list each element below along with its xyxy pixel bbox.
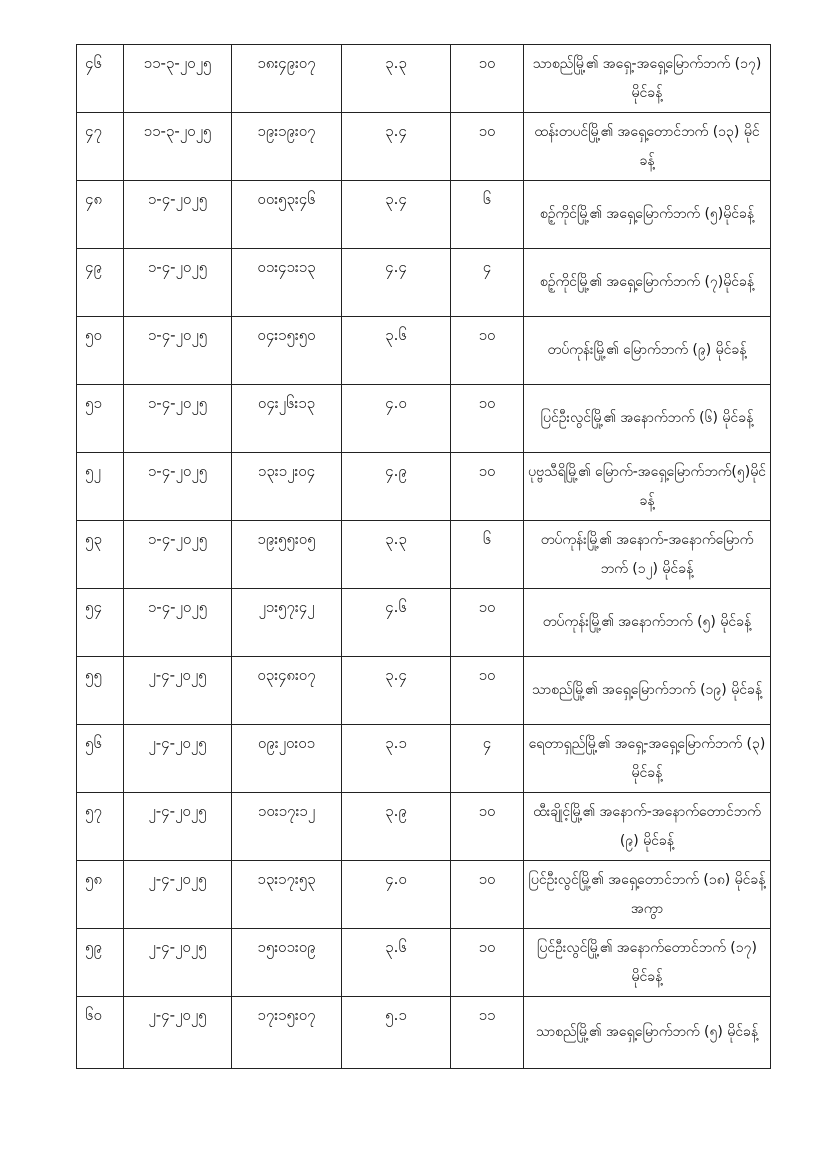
- row-number-cell: ၅၀: [77, 317, 124, 385]
- time-cell: ၁၉း၅၅း၀၅: [232, 521, 342, 589]
- date-cell: ၁၁-၃-၂၀၂၅: [124, 45, 232, 113]
- row-number-cell: ၅၂: [77, 453, 124, 521]
- date-cell: ၂-၄-၂၀၂၅: [124, 997, 232, 1069]
- time-cell: ၁၃း၁၇း၅၃: [232, 861, 342, 929]
- magnitude-cell: ၃.၄: [342, 657, 451, 725]
- magnitude-cell: ၃.၆: [342, 929, 451, 997]
- table-row: [77, 997, 771, 1069]
- depth-cell: ၆: [451, 521, 524, 589]
- time-cell: ၁၅း၀၁း၀၉: [232, 929, 342, 997]
- magnitude-cell: ၄.၆: [342, 589, 451, 657]
- table-row: [77, 113, 771, 181]
- magnitude-cell: ၃.၃: [342, 45, 451, 113]
- date-cell: ၂-၄-၂၀၂၅: [124, 793, 232, 861]
- location-cell: သာစည်မြို့၏ အရှေ့-အရှေ့မြောက်ဘက် (၁၇) မိုင်ခန့်: [524, 45, 771, 113]
- depth-cell: ၄: [451, 725, 524, 793]
- depth-cell: ၁၀: [451, 793, 524, 861]
- table-row: [77, 453, 771, 521]
- magnitude-cell: ၅.၁: [342, 997, 451, 1069]
- row-number-cell: ၆၀: [77, 997, 124, 1069]
- time-cell: ၀၃း၄၈း၀၇: [232, 657, 342, 725]
- time-cell: ၁၀း၁၇း၁၂: [232, 793, 342, 861]
- location-cell: ထန်းတပင်မြို့၏ အရှေ့တောင်ဘက် (၁၃) မိုင်ခန့်: [524, 113, 771, 181]
- magnitude-cell: ၃.၁: [342, 725, 451, 793]
- row-number-cell: ၅၉: [77, 929, 124, 997]
- row-number-cell: ၅၈: [77, 861, 124, 929]
- magnitude-cell: ၄.၀: [342, 385, 451, 453]
- location-cell: သာစည်မြို့၏ အရှေ့မြောက်ဘက် (၁၉) မိုင်ခန့်: [524, 657, 771, 725]
- depth-cell: ၁၀: [451, 317, 524, 385]
- location-cell: စဉ့်ကိုင်မြို့၏ အရှေ့မြောက်ဘက် (၅)မိုင်ခန့်: [524, 181, 771, 249]
- row-number-cell: ၅၁: [77, 385, 124, 453]
- table-row: [77, 317, 771, 385]
- table-row: [77, 385, 771, 453]
- depth-cell: ၁၀: [451, 453, 524, 521]
- date-cell: ၁-၄-၂၀၂၅: [124, 181, 232, 249]
- date-cell: ၂-၄-၂၀၂၅: [124, 725, 232, 793]
- location-cell: ပုဗ္ဗသီရိမြို့၏ မြောက်-အရှေ့မြောက်ဘက်(၅)မိုင်ခန့်: [524, 453, 771, 521]
- row-number-cell: ၄၇: [77, 113, 124, 181]
- table-row: [77, 657, 771, 725]
- table-body: [77, 45, 771, 1069]
- location-cell: ပြင်ဦးလွင်မြို့၏ အရှေ့တောင်ဘက် (၁၈) မိုင်ခန့် အကွာ: [524, 861, 771, 929]
- table-row: [77, 181, 771, 249]
- magnitude-cell: ၃.၆: [342, 317, 451, 385]
- location-cell: သာစည်မြို့၏ အရှေ့မြောက်ဘက် (၅) မိုင်ခန့်: [524, 997, 771, 1069]
- magnitude-cell: ၃.၄: [342, 113, 451, 181]
- date-cell: ၁-၄-၂၀၂၅: [124, 589, 232, 657]
- depth-cell: ၁၀: [451, 45, 524, 113]
- magnitude-cell: ၄.၀: [342, 861, 451, 929]
- date-cell: ၁-၄-၂၀၂၅: [124, 521, 232, 589]
- row-number-cell: ၅၇: [77, 793, 124, 861]
- date-cell: ၂-၄-၂၀၂၅: [124, 657, 232, 725]
- time-cell: ၁၃း၁၂း၀၄: [232, 453, 342, 521]
- date-cell: ၁-၄-၂၀၂၅: [124, 249, 232, 317]
- depth-cell: ၆: [451, 181, 524, 249]
- table-row: [77, 521, 771, 589]
- location-cell: တပ်ကုန်းမြို့၏ အနောက်-အနောက်မြောက်ဘက် (၁၂) မိုင်ခန့်: [524, 521, 771, 589]
- time-cell: ၁၈း၄၉း၀၇: [232, 45, 342, 113]
- location-cell: ပြင်ဦးလွင်မြို့၏ အနောက်ဘက် (၆) မိုင်ခန့်: [524, 385, 771, 453]
- time-cell: ၀၀း၅၃း၄၆: [232, 181, 342, 249]
- time-cell: ၀၉း၂၀း၀၁: [232, 725, 342, 793]
- location-cell: ထီးချိုင့်မြို့၏ အနောက်-အနောက်တောင်ဘက် (၉) မိုင်ခန့်: [524, 793, 771, 861]
- time-cell: ၁၉း၁၉း၀၇: [232, 113, 342, 181]
- location-cell: တပ်ကုန်းမြို့၏ အနောက်ဘက် (၅) မိုင်ခန့်: [524, 589, 771, 657]
- magnitude-cell: ၃.၉: [342, 793, 451, 861]
- table-row: [77, 929, 771, 997]
- table-row: [77, 725, 771, 793]
- table-row: [77, 249, 771, 317]
- depth-cell: ၁၁: [451, 997, 524, 1069]
- date-cell: ၁-၄-၂၀၂၅: [124, 385, 232, 453]
- date-cell: ၂-၄-၂၀၂၅: [124, 929, 232, 997]
- depth-cell: ၁၀: [451, 589, 524, 657]
- depth-cell: ၁၀: [451, 929, 524, 997]
- depth-cell: ၁၀: [451, 113, 524, 181]
- time-cell: ၀၄း၁၅း၅၀: [232, 317, 342, 385]
- row-number-cell: ၄၉: [77, 249, 124, 317]
- location-cell: စဉ့်ကိုင်မြို့၏ အရှေ့မြောက်ဘက် (၇)မိုင်ခန့်: [524, 249, 771, 317]
- table-row: [77, 45, 771, 113]
- row-number-cell: ၄၈: [77, 181, 124, 249]
- table-row: [77, 589, 771, 657]
- depth-cell: ၁၀: [451, 657, 524, 725]
- earthquake-record-table: [76, 44, 771, 1069]
- depth-cell: ၁၀: [451, 861, 524, 929]
- time-cell: ၁၇း၁၅း၀၇: [232, 997, 342, 1069]
- date-cell: ၂-၄-၂၀၂၅: [124, 861, 232, 929]
- magnitude-cell: ၃.၄: [342, 181, 451, 249]
- depth-cell: ၄: [451, 249, 524, 317]
- location-cell: ရေတာရှည်မြို့၏ အရှေ့-အရှေ့မြောက်ဘက် (၃) မိုင်ခန့်: [524, 725, 771, 793]
- row-number-cell: ၅၃: [77, 521, 124, 589]
- depth-cell: ၁၀: [451, 385, 524, 453]
- magnitude-cell: ၃.၃: [342, 521, 451, 589]
- location-cell: တပ်ကုန်းမြို့၏ မြောက်ဘက် (၉) မိုင်ခန့်: [524, 317, 771, 385]
- date-cell: ၁-၄-၂၀၂၅: [124, 453, 232, 521]
- magnitude-cell: ၄.၄: [342, 249, 451, 317]
- row-number-cell: ၅၆: [77, 725, 124, 793]
- row-number-cell: ၄၆: [77, 45, 124, 113]
- row-number-cell: ၅၅: [77, 657, 124, 725]
- time-cell: ၀၄း၂၆း၁၃: [232, 385, 342, 453]
- table-row: [77, 793, 771, 861]
- row-number-cell: ၅၄: [77, 589, 124, 657]
- location-cell: ပြင်ဦးလွင်မြို့၏ အနောက်တောင်ဘက် (၁၇) မိုင်ခန့်: [524, 929, 771, 997]
- magnitude-cell: ၄.၉: [342, 453, 451, 521]
- date-cell: ၁-၄-၂၀၂၅: [124, 317, 232, 385]
- time-cell: ၀၁း၄၁း၁၃: [232, 249, 342, 317]
- date-cell: ၁၁-၃-၂၀၂၅: [124, 113, 232, 181]
- table-row: [77, 861, 771, 929]
- time-cell: ၂၁း၅၇း၄၂: [232, 589, 342, 657]
